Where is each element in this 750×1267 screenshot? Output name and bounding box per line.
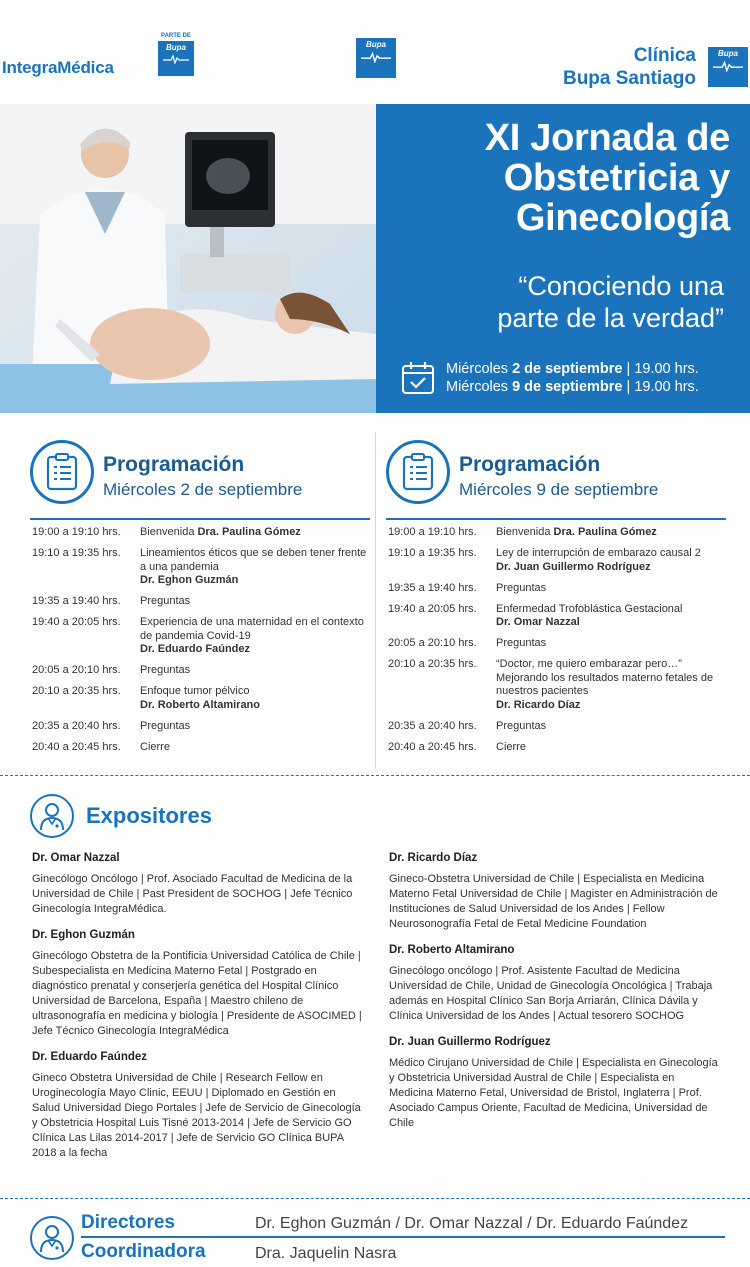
program-row: [32, 595, 372, 609]
expositores-title: Expositores: [86, 803, 212, 828]
program-row: [32, 741, 372, 755]
program-topic: Preguntas: [140, 719, 191, 732]
program-time: 20:10 a 20:35 hrs.: [32, 685, 121, 697]
program-date: Miércoles 2 de septiembre: [103, 480, 303, 499]
program-row: [32, 720, 372, 734]
program-topic: Preguntas: [496, 637, 547, 649]
program-row: [32, 547, 372, 588]
speaker-bio: Gineco-Obstetra Universidad de Chile | Especialista en Medicina Materno Fetal Universidad de Chile | Magister en Administración de Instituciones de Salud Universidad de los Andes | Fellow Neurosonografía Fetal de Fetal Medicine Foundation: [389, 873, 718, 930]
event-subtitle: “Conociendo una parte de la verdad”: [497, 271, 724, 333]
program-row: [388, 720, 728, 734]
program-time: 19:10 a 19:35 hrs.: [32, 547, 121, 559]
divider: [30, 518, 370, 520]
program-topic: Cierre: [496, 740, 526, 753]
program-rows: [32, 526, 372, 762]
program-row: [388, 658, 728, 712]
dashed-divider: [0, 1198, 750, 1199]
speaker-bio: Gineco Obstetra Universidad de Chile | Research Fellow en Uroginecología Mayo Clinic, EEUU | Diplomado en Gestión en Salud Universidad Diego Portales | Jefe de Servicio de Ginecología y Obstetricia Hospital Luis Tisné 2013-2014 | Jefe de Servicio GO Clínica Las Lilas 2014-2017 | Jefe de Servicio GO Clínica BUPA 2018 a la fecha: [32, 1072, 361, 1159]
speakers-right: [389, 852, 719, 1143]
program-time: 20:10 a 20:35 hrs.: [388, 658, 477, 670]
clipboard-list-icon: [386, 440, 450, 504]
event-title: XI Jornada de Obstetricia y Ginecología: [484, 117, 730, 239]
speaker-bio: Médico Cirujano Universidad de Chile | Especialista en Ginecología y Obstetricia Universidad Austral de Chile | Especialista en Medicina Materno Fetal, Universidad de Bristol, Inglaterra | Prof. Asociado Campus Oriente, Facultad de Medicina, Universidad de Chile: [389, 1057, 718, 1129]
program-row: [32, 616, 372, 657]
bupa-logo-icon: Bupa: [356, 38, 396, 78]
bupa-logo-icon: Bupa: [158, 41, 194, 76]
program-row: [388, 741, 728, 755]
program-topic: Lineamientos éticos que se deben tener frente a una pandemia Dr. Eghon Guzmán: [140, 547, 372, 588]
program-topic: Ley de interrupción de embarazo causal 2 Dr. Juan Guillermo Rodríguez: [496, 547, 728, 574]
program-date: Miércoles 9 de septiembre: [459, 480, 659, 499]
speaker-bio: Ginecólogo Obstetra de la Pontificia Universidad Católica de Chile | Subespecialista en Medicina Materno Fetal | Postgrado en diagnóstico prenatal y conserjería genética del Hospital Clínico Universidad de Barcelona, España | Maestro chileno de ultrasonografía en medicina y biología | Presidente de ASOCIMED | Jefe Técnico Ginecología IntegraMédica: [32, 950, 362, 1037]
divider: [386, 518, 726, 520]
speaker-name: Dr. Eduardo Faúndez: [32, 1051, 148, 1063]
program-topic: Preguntas: [140, 664, 191, 676]
directores-label: Directores: [81, 1212, 175, 1233]
speaker-entry: [32, 929, 362, 1039]
program-topic: Enfoque tumor pélvico Dr. Roberto Altamirano: [140, 685, 372, 712]
doctor-avatar-icon: [30, 1216, 74, 1260]
program-time: 20:40 a 20:45 hrs.: [388, 740, 477, 753]
program-speaker: Dr. Eduardo Faúndez: [140, 643, 251, 655]
speaker-entry: [32, 852, 362, 917]
parte-de-caption: PARTE DE: [161, 33, 191, 39]
hero-title-panel: [376, 104, 750, 413]
program-topic: Preguntas: [496, 719, 547, 732]
program-rows: [388, 526, 728, 762]
directores-value: Dr. Eghon Guzmán / Dr. Omar Nazzal / Dr. Eduardo Faúndez: [255, 1215, 689, 1232]
program-time: 20:05 a 20:10 hrs.: [32, 664, 121, 676]
doctor-avatar-icon: [30, 794, 74, 838]
program-time: 19:35 a 19:40 hrs.: [388, 581, 477, 594]
program-row: [32, 664, 372, 678]
program-time: 19:35 a 19:40 hrs.: [32, 595, 121, 607]
program-speaker: Dr. Ricardo Díaz: [496, 698, 581, 711]
speaker-name: Dr. Roberto Altamirano: [389, 944, 515, 956]
hero-photo-ultrasound: [0, 104, 376, 413]
program-topic: Preguntas: [496, 581, 547, 594]
speaker-entry: [389, 944, 719, 1024]
program-speaker: Dr. Juan Guillermo Rodríguez: [496, 560, 651, 573]
speaker-name: Dr. Omar Nazzal: [32, 852, 120, 864]
divider: [81, 1236, 725, 1238]
speaker-entry: [389, 852, 719, 932]
program-time: 20:05 a 20:10 hrs.: [388, 637, 477, 649]
program-row: [32, 526, 372, 540]
bupa-logo-icon: Bupa: [708, 47, 748, 87]
program-topic: “Doctor, me quiero embarazar pero…” Mejorando los resultados materno fetales de nuestros pacientes Dr. Ricardo Díaz: [496, 658, 728, 712]
dashed-divider: [0, 775, 750, 776]
program-time: 19:00 a 19:10 hrs.: [388, 526, 477, 538]
speaker-entry: [389, 1036, 719, 1131]
program-topic: Enfermedad Trofoblástica Gestacional Dr. Omar Nazzal: [496, 603, 728, 630]
program-row: [388, 582, 728, 596]
program-time: 20:35 a 20:40 hrs.: [32, 719, 121, 732]
program-time: 19:00 a 19:10 hrs.: [32, 526, 121, 538]
event-date-2: Miércoles 9 de septiembre | 19.00 hrs.: [446, 379, 699, 395]
program-topic: Bienvenida Dra. Paulina Gómez: [496, 526, 657, 538]
coordinadora-value: Dra. Jaquelin Nasra: [255, 1245, 397, 1262]
program-speaker: Dra. Paulina Gómez: [197, 526, 301, 538]
program-time: 20:35 a 20:40 hrs.: [388, 719, 477, 732]
speaker-name: Dr. Juan Guillermo Rodríguez: [389, 1036, 551, 1048]
program-day-2: [386, 440, 726, 753]
speaker-bio: Ginecólogo Oncólogo | Prof. Asociado Facultad de Medicina de la Universidad de Chile | Past President de SOCHOG | Jefe Técnico Ginecología IntegraMédica.: [32, 873, 353, 915]
clinica-bupa-santiago-logo: Clínica Bupa Santiago: [562, 45, 696, 89]
speaker-bio: Ginecólogo oncólogo | Prof. Asistente Facultad de Medicina Universidad de Chile, Unidad de Ginecología Oncológica | Trabaja además en Hospital Clínico San Borja Arriarán, Clínica Dávila y Clínica Universidad de los Andes | Actual tesorero SOCHOG: [389, 965, 713, 1022]
program-row: [388, 526, 728, 540]
program-day-1: [30, 440, 370, 753]
calendar-check-icon: [400, 360, 436, 396]
coordinadora-label: Coordinadora: [81, 1241, 206, 1262]
program-speaker: Dr. Roberto Altamirano: [140, 698, 260, 711]
column-divider: [375, 432, 376, 768]
clipboard-list-icon: [30, 440, 94, 504]
program-topic: Experiencia de una maternidad en el contexto de pandemia Covid-19 Dr. Eduardo Faúndez: [140, 616, 372, 657]
program-row: [388, 547, 728, 574]
program-row: [32, 685, 372, 712]
speakers-left: [32, 852, 362, 1173]
event-dates: [400, 360, 740, 396]
program-time: 19:40 a 20:05 hrs.: [388, 602, 477, 615]
program-row: [388, 603, 728, 630]
program-time: 19:40 a 20:05 hrs.: [32, 616, 121, 628]
program-speaker: Dr. Omar Nazzal: [496, 616, 580, 628]
program-time: 20:40 a 20:45 hrs.: [32, 740, 121, 753]
program-topic: Preguntas: [140, 595, 191, 607]
event-date-1: Miércoles 2 de septiembre | 19.00 hrs.: [446, 361, 699, 377]
speaker-entry: [32, 1051, 362, 1161]
speaker-name: Dr. Ricardo Díaz: [389, 852, 478, 864]
program-title: Programación: [103, 453, 245, 476]
program-title: Programación: [459, 453, 601, 476]
parte-de-bupa-badge: [158, 33, 194, 76]
program-topic: Bienvenida Dra. Paulina Gómez: [140, 526, 301, 538]
integramedica-logo: IntegraMédica: [2, 58, 114, 77]
program-row: [388, 637, 728, 651]
program-speaker: Dra. Paulina Gómez: [553, 526, 657, 538]
speaker-name: Dr. Eghon Guzmán: [32, 929, 135, 941]
program-time: 19:10 a 19:35 hrs.: [388, 547, 477, 559]
program-speaker: Dr. Eghon Guzmán: [140, 574, 239, 586]
program-topic: Cierre: [140, 740, 170, 753]
